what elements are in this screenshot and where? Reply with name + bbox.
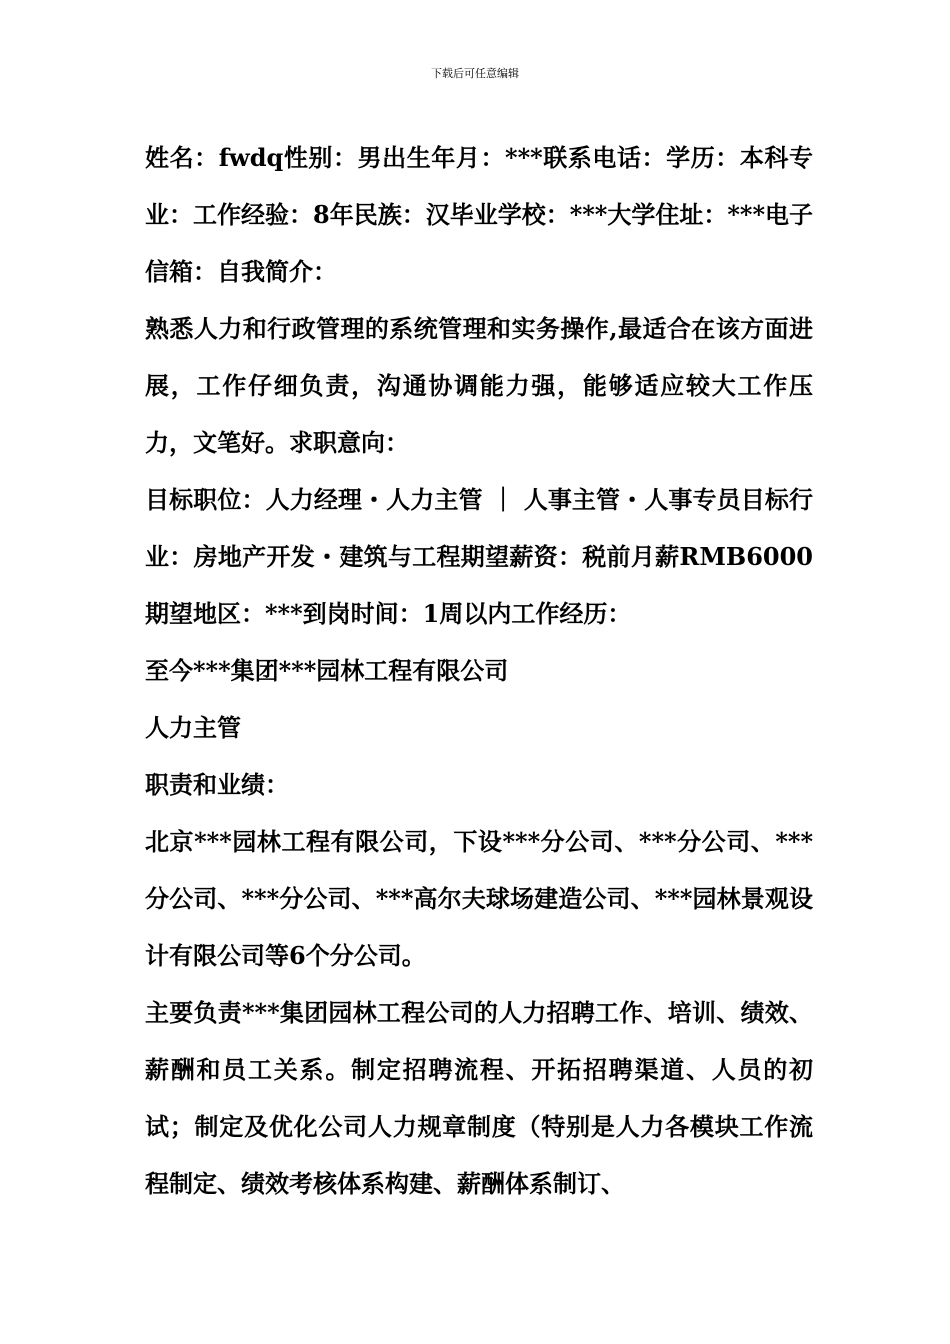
company-line: 至今***集团***园林工程有限公司 <box>145 656 509 685</box>
responsibilities-paragraph: 主要负责***集团园林工程公司的人力招聘工作、培训、绩效、薪酬和员工关系。制定招聘流程、开拓招聘渠道、人员的初试；制定及优化公司人力规章制度（特别是人力各模块工作流程制定、绩效考核体系构建、薪酬体系制订、 <box>145 998 813 1198</box>
document-body <box>145 129 813 1212</box>
company-description-paragraph: 北京***园林工程有限公司，下设***分公司、***分公司、***分公司、***分公司、***高尔夫球场建造公司、***园林景观设计有限公司等6个分公司。 <box>145 827 813 970</box>
job-intention-paragraph: 目标职位：人力经理・人力主管 ｜ 人事主管・人事专员目标行业：房地产开发・建筑与工程期望薪资：税前月薪RMB6000期望地区：***到岗时间：1周以内工作经历： <box>145 485 813 628</box>
position-line: 人力主管 <box>145 713 241 742</box>
personal-info-paragraph: 姓名：fwdq性别：男出生年月：***联系电话：学历：本科专业：工作经验：8年民族：汉毕业学校：***大学住址：***电子信箱：自我简介： <box>145 143 814 286</box>
page-header: 下载后可任意编辑 <box>431 67 519 80</box>
duties-heading: 职责和业绩： <box>145 770 289 799</box>
self-intro-paragraph: 熟悉人力和行政管理的系统管理和实务操作,最适合在该方面进展，工作仔细负责，沟通协调能力强，能够适应较大工作压力，文笔好。求职意向： <box>145 314 813 457</box>
